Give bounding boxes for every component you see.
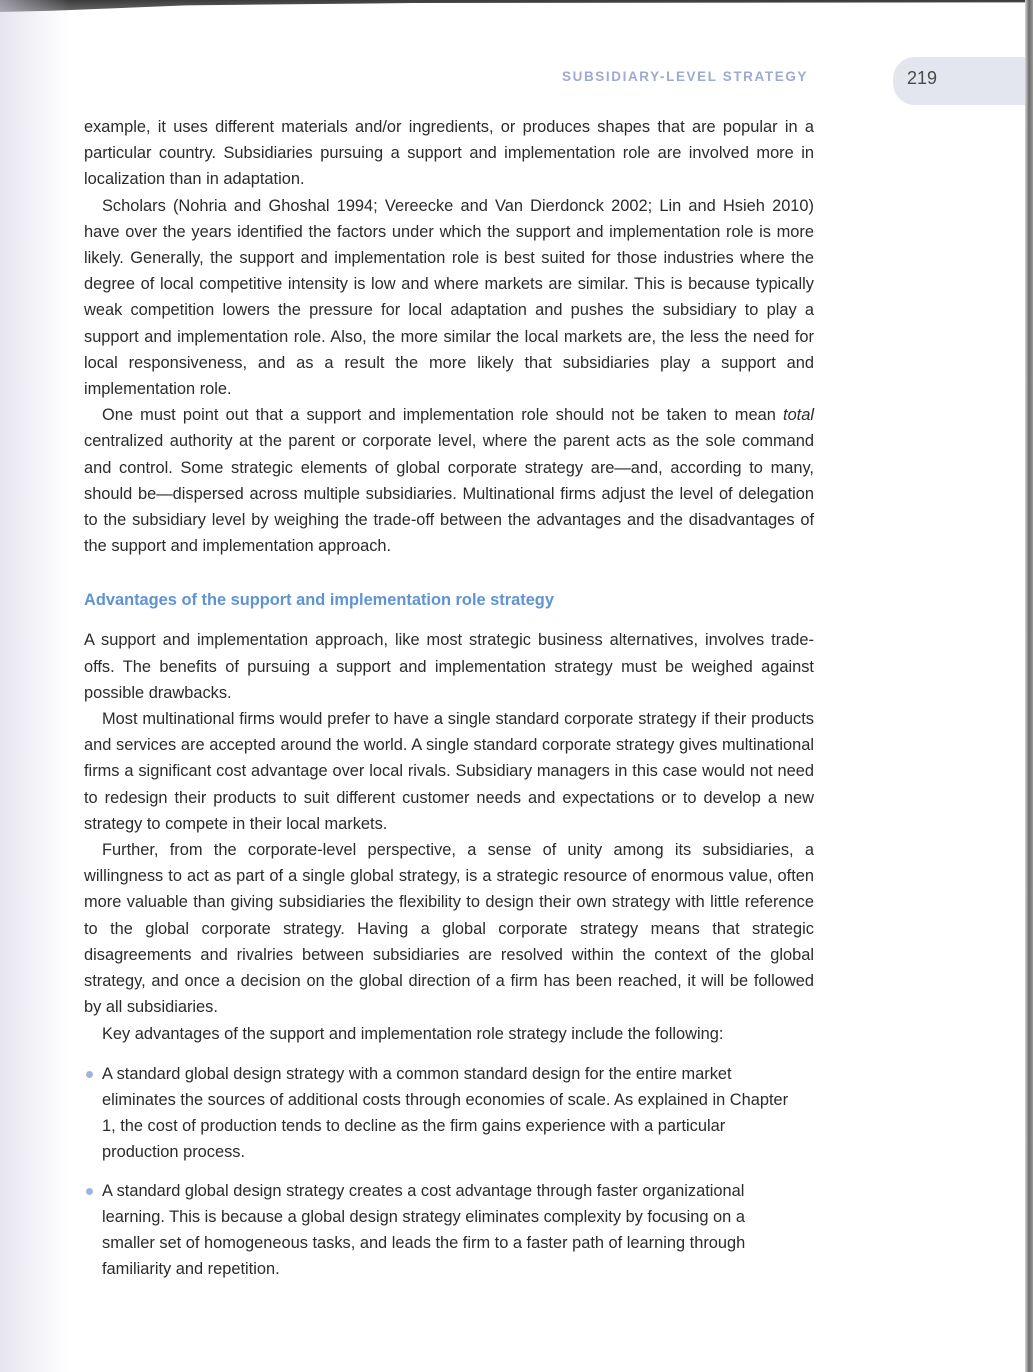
- page-curl-shadow: [0, 0, 70, 1372]
- list-item-text: A standard global design strategy with a common standard design for the entire market eliminates the sources of additional costs through economies of scale. As explained in Chapter 1, the cost of production tends to decline as the firm gains experience with a particular production process.: [102, 1064, 789, 1162]
- bullet-dot-icon: [86, 1188, 93, 1195]
- running-head: SUBSIDIARY-LEVEL STRATEGY: [562, 69, 809, 84]
- paragraph-text: One must point out that a support and implementation role should not be taken to mean: [102, 406, 784, 425]
- scan-right-edge: [1025, 0, 1033, 1372]
- paragraph: A support and implementation approach, like most strategic business alternatives, involves trade-offs. The benefits of pursuing a support and implementation strategy must be weighed against possible drawbacks.: [84, 631, 814, 702]
- paragraph-text: centralized authority at the parent or corporate level, where the parent acts as the sole command and control. Some strategic elements of global corporate strategy are—and, according to many, should be—dispersed across multiple subsidiaries. Multinational firms adjust the level of delegation to the subsidiary level by weighing the trade-off between the advantages and the disadvantages of the support and implementation approach.: [84, 432, 814, 556]
- paragraph: Most multinational firms would prefer to have a single standard corporate strategy if their products and services are accepted around the world. A single standard corporate strategy gives multinational firms a significant cost advantage over local rivals. Subsidiary managers in this case would not need to redesign their products to suit different customer needs and expectations or to develop a new strategy to compete in their local markets.: [84, 710, 814, 833]
- paragraph: Further, from the corporate-level perspective, a sense of unity among its subsidiaries, a willingness to act as part of a single global strategy, is a strategic resource of enormous value, often more valuable than giving subsidiaries the flexibility to design their own strategy with little reference to the global corporate strategy. Having a global corporate strategy means that strategic disagreements and rivalries between subsidiaries are resolved within the context of the global strategy, and once a decision on the global direction of a firm has been reached, it will be followed by all subsidiaries.: [84, 841, 814, 1017]
- list-item-text: A standard global design strategy creates a cost advantage through faster organizational learning. This is because a global design strategy eliminates complexity by focusing on a smaller set of homogeneous tasks, and leads the firm to a faster path of learning through familiarity and repetition.: [102, 1181, 746, 1279]
- paragraph: Key advantages of the support and implementation role strategy include the following:: [102, 1024, 724, 1043]
- page-number: 219: [907, 68, 938, 88]
- paragraph: [84, 402, 814, 559]
- advantages-list: [84, 1061, 814, 1283]
- page-body: [84, 114, 814, 1294]
- list-item: [84, 1178, 802, 1283]
- scan-top-edge: [0, 0, 1033, 12]
- emphasis-text: total: [783, 406, 814, 425]
- bullet-dot-icon: [86, 1071, 93, 1078]
- section-heading: Advantages of the support and implementation role strategy: [84, 591, 554, 610]
- paragraph: example, it uses different materials and/or ingredients, or produces shapes that are popular in a particular country. Subsidiaries pursuing a support and implementation role are involved more in localization than in adaptation.: [84, 118, 814, 189]
- paragraph: Scholars (Nohria and Ghoshal 1994; Vereecke and Van Dierdonck 2002; Lin and Hsieh 2010) have over the years identified the factors under which the support and implementation role is more likely. Generally, the support and implementation role is best suited for those industries where the degree of local competitive intensity is low and where markets are similar. This is because typically weak competition lowers the pressure for local adaptation and pushes the subsidiary to play a support and implementation role. Also, the more similar the local markets are, the less the need for local responsiveness, and as a result the more likely that subsidiaries play a support and implementation role.: [84, 196, 814, 399]
- list-item: [84, 1061, 802, 1166]
- section-spacer: [84, 559, 814, 587]
